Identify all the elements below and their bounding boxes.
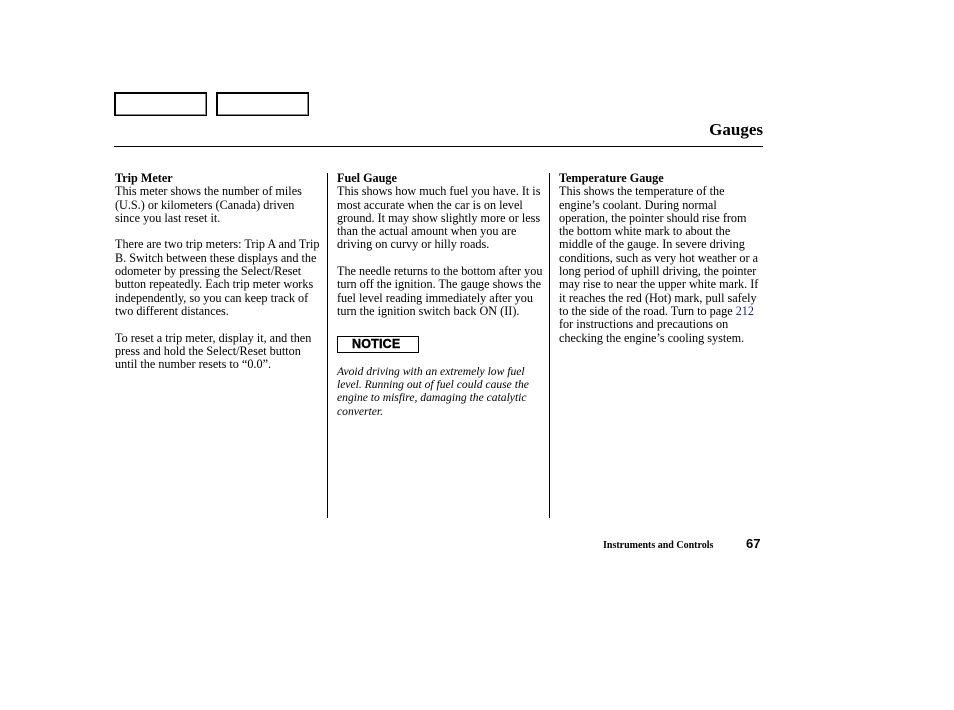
page-link[interactable]: 212 [735, 303, 754, 318]
heading-trip-meter: Trip Meter [115, 171, 173, 185]
paragraph [559, 185, 764, 345]
heading-fuel-gauge: Fuel Gauge [337, 171, 397, 185]
section-label: Instruments and Controls [603, 540, 714, 551]
page-number: 67 [746, 536, 761, 551]
paragraph: The needle returns to the bottom after you turn off the ignition. The gauge shows the fuel level reading immediately after you turn the ignition switch back ON (II). [337, 264, 543, 318]
paragraph-text: for instructions and precautions on checking the engine’s cooling system. [559, 317, 745, 345]
paragraph: To reset a trip meter, display it, and then press and hold the Select/Reset button until the number resets to “0.0”. [115, 330, 312, 372]
column-trip-meter [115, 172, 320, 385]
nav-button-previous[interactable] [114, 92, 207, 116]
page-title: Gauges [709, 120, 763, 139]
column-fuel-gauge [337, 172, 544, 431]
column-divider [549, 173, 550, 518]
column-divider [327, 173, 328, 518]
nav-button-next[interactable] [216, 92, 309, 116]
heading-temperature-gauge: Temperature Gauge [559, 171, 664, 185]
paragraph: This shows how much fuel you have. It is most accurate when the car is on level ground. It may show slightly more or less than the actual amount when you are driving on curvy or hilly roads. [337, 184, 541, 252]
notice-text: Avoid driving with an extremely low fuel level. Running out of fuel could cause the engine to misfire, damaging the catalytic converter. [337, 364, 529, 418]
paragraph: There are two trip meters: Trip A and Trip B. Switch between these displays and the odometer by pressing the Select/Reset button repeatedly. Each trip meter works independently, so you can keep track of two different distances. [115, 237, 320, 318]
notice-badge: NOTICE [337, 336, 419, 353]
paragraph-text: This shows the temperature of the engine’s coolant. During normal operation, the pointer should rise from the bottom white mark to about the middle of the gauge. In severe driving conditions, such as very hot weather or a long period of uphill driving, the pointer may rise to near the upper white mark. If it reaches the red (Hot) mark, pull safely to the side of the road. Turn to page [559, 184, 759, 318]
title-rule [114, 146, 763, 147]
column-temperature-gauge [559, 172, 764, 358]
paragraph: This meter shows the number of miles (U.S.) or kilometers (Canada) driven since you last reset it. [115, 184, 302, 225]
